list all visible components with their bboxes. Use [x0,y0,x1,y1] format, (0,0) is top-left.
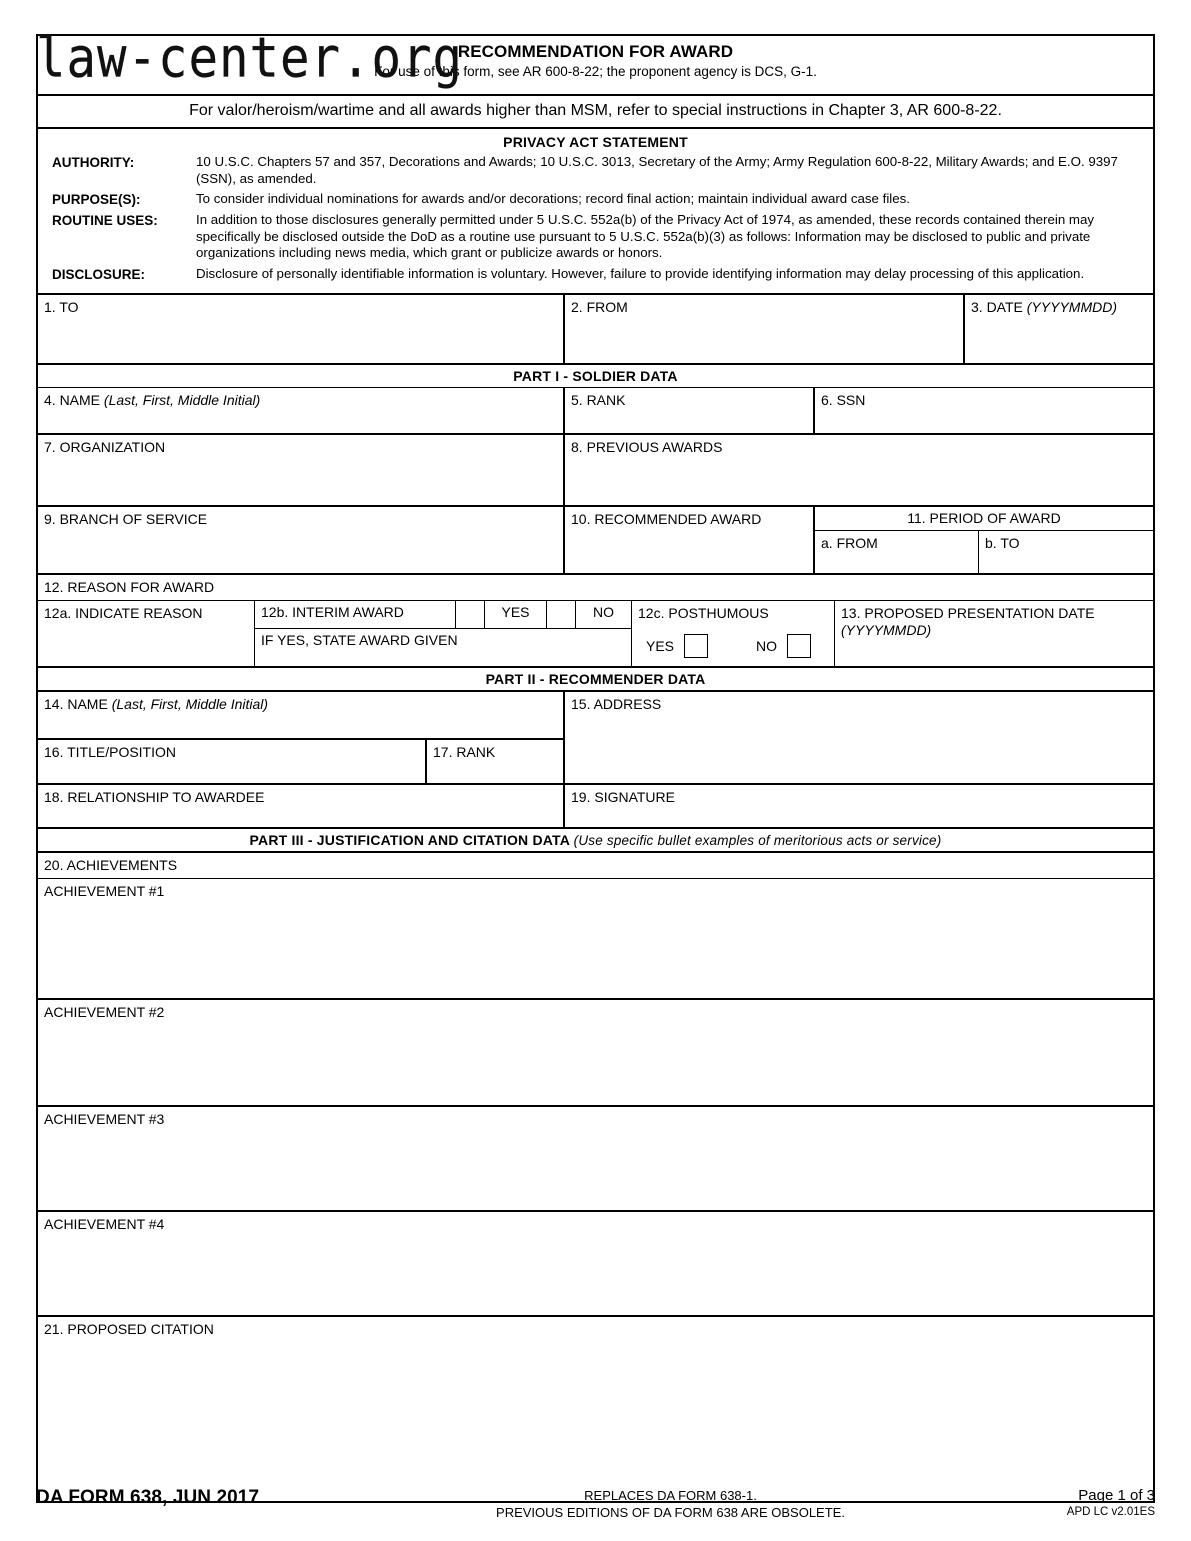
field-period-to[interactable] [978,531,1153,573]
organization-label: 7. ORGANIZATION [44,438,166,455]
part3-band-text: PART III - JUSTIFICATION AND CITATION DATA [249,831,570,848]
replaces-line-2: PREVIOUS EDITIONS OF DA FORM 638 ARE OBSOLETE. [496,1505,845,1520]
field-relationship[interactable] [38,785,563,827]
part2-title-rank-row [38,738,563,783]
achievement-3-label: ACHIEVEMENT #3 [44,1110,165,1127]
posthumous-yes-checkbox[interactable] [684,634,708,658]
field-signature[interactable] [563,785,1153,827]
field-recommender-rank[interactable] [425,740,563,783]
posthumous-group [631,601,834,666]
part2-row-lower [38,783,1153,827]
period-of-award-label: 11. PERIOD OF AWARD [907,509,1061,526]
privacy-row-purposes [38,187,1153,208]
routine-uses-label: ROUTINE USES: [52,213,158,228]
routing-row [38,293,1153,363]
field-organization[interactable] [38,435,563,505]
soldier-name-format-hint: (Last, First, Middle Initial) [103,391,261,408]
posthumous-no-checkbox[interactable] [787,634,811,658]
field-to[interactable] [38,295,563,363]
privacy-act-title: PRIVACY ACT STATEMENT [503,134,688,150]
interim-award-label: 12b. INTERIM AWARD [261,603,404,620]
soldier-rank-label: 5. RANK [571,391,626,408]
soldier-name-text: 4. NAME [44,391,101,408]
interim-award-yes-checkbox[interactable] [455,601,484,628]
title-position-label: 16. TITLE/POSITION [44,743,177,760]
field-if-yes-state-award[interactable] [255,628,631,666]
field-title-position[interactable] [38,740,425,783]
field-proposed-citation[interactable] [38,1315,1153,1501]
disclosure-text: Disclosure of personally identifiable information is voluntary. However, failure to provide identifying information may delay processing of this application. [196,265,1085,281]
achievement-1-label: ACHIEVEMENT #1 [44,882,165,899]
achievement-4-label: ACHIEVEMENT #4 [44,1215,165,1232]
part1-band: PART I - SOLDIER DATA [38,363,1153,387]
achievements-label: 20. ACHIEVEMENTS [44,856,178,873]
interim-award-yes-label: YES [501,603,530,620]
field-achievement-3[interactable] [38,1105,1153,1210]
part1-row-12 [38,600,1153,666]
part3-band-note: (Use specific bullet examples of meritorious acts or service) [573,832,942,848]
achievement-2-label: ACHIEVEMENT #2 [44,1003,165,1020]
page-number: Page 1 of 3 [1078,1487,1155,1504]
signature-label: 19. SIGNATURE [571,788,675,805]
reason-for-award-label: 12. REASON FOR AWARD [44,578,215,595]
recommender-name-format-hint: (Last, First, Middle Initial) [111,695,269,712]
period-of-award-group [813,507,1153,573]
recommender-name-text: 14. NAME [44,695,108,712]
part3-band [38,827,1153,851]
interim-award-yes-label-cell [484,601,546,628]
period-of-award-subrow [815,530,1153,573]
from-label: 2. FROM [571,298,628,315]
field-achievements-header [38,851,1153,878]
form-footer [36,1487,1155,1521]
form-use-note: For use of this form, see AR 600-8-22; the proponent agency is DCS, G-1. [374,64,817,79]
purposes-text: To consider individual nominations for awards and/or decorations; record final action; maintain individual award case files. [196,191,910,206]
field-soldier-ssn[interactable] [813,388,1153,433]
privacy-row-disclosure [38,262,1153,283]
field-address[interactable] [563,692,1153,783]
to-label: 1. TO [44,298,79,315]
field-achievement-2[interactable] [38,998,1153,1105]
date-label [965,295,1153,316]
indicate-reason-label: 12a. INDICATE REASON [44,604,203,621]
interim-award-label-cell [255,601,455,628]
part2-row-upper [38,690,1153,783]
privacy-row-authority [38,150,1153,187]
field-recommended-award[interactable] [563,507,813,573]
part1-row-organization [38,433,1153,505]
form-header [38,36,1153,94]
valor-notice: For valor/heroism/wartime and all awards higher than MSM, refer to special instructions in Chapter 3, AR 600-8-22. [38,94,1153,127]
branch-of-service-label: 9. BRANCH OF SERVICE [44,510,208,527]
field-soldier-name[interactable] [38,388,563,433]
if-yes-state-award-label: IF YES, STATE AWARD GIVEN [261,631,458,648]
privacy-row-routine-uses [38,208,1153,262]
posthumous-options [632,634,834,658]
date-label-text: 3. DATE [971,298,1023,315]
field-indicate-reason[interactable] [38,601,254,666]
part2-band: PART II - RECOMMENDER DATA [38,666,1153,690]
posthumous-yes-label: YES [646,637,675,654]
watermark-law-center: law-center.org [36,26,464,90]
posthumous-label: 12c. POSTHUMOUS [638,604,769,621]
footer-right [975,1487,1155,1521]
form-id: DA FORM 638, JUN 2017 [36,1487,260,1508]
part2-left-group [38,692,563,783]
page-title: RECOMMENDATION FOR AWARD [457,42,734,61]
purposes-label: PURPOSE(S): [52,192,141,207]
field-recommender-name[interactable] [38,692,563,738]
part1-row-branch [38,505,1153,573]
field-achievement-1[interactable] [38,878,1153,998]
proposed-presentation-date-text: 13. PROPOSED PRESENTATION DATE [841,604,1095,621]
interim-award-header [255,601,631,628]
address-label: 15. ADDRESS [571,695,662,712]
interim-award-no-label-cell [575,601,631,628]
proposed-citation-label: 21. PROPOSED CITATION [44,1320,214,1337]
recommender-name-label [38,692,563,713]
disclosure-label: DISCLOSURE: [52,266,146,282]
authority-label: AUTHORITY: [52,155,135,170]
privacy-act-section [38,127,1153,293]
period-from-label: a. FROM [821,534,878,551]
previous-awards-label: 8. PREVIOUS AWARDS [571,438,723,455]
field-achievement-4[interactable] [38,1210,1153,1315]
field-period-from[interactable] [815,531,978,573]
relationship-label: 18. RELATIONSHIP TO AWARDEE [44,788,265,805]
posthumous-no-label: NO [756,637,778,654]
part1-row-name [38,387,1153,433]
field-soldier-rank[interactable] [563,388,813,433]
field-previous-awards[interactable] [563,435,1153,505]
field-branch-of-service[interactable] [38,507,563,573]
date-format-hint: (YYYYMMDD) [1026,298,1117,315]
interim-award-group [254,601,631,666]
soldier-name-label [38,388,563,409]
recommended-award-label: 10. RECOMMENDED AWARD [571,510,762,527]
authority-text: 10 U.S.C. Chapters 57 and 357, Decorations and Awards; 10 U.S.C. 3013, Secretary of the Army; Army Regulation 600-8-22, Military Awards; and E.O. 9397 (SSN), as amended. [196,154,1118,186]
replaces-note [366,1487,975,1521]
replaces-line-1: REPLACES DA FORM 638-1. [584,1488,757,1503]
recommender-rank-label: 17. RANK [433,743,496,760]
field-from[interactable] [563,295,963,363]
field-proposed-presentation-date[interactable] [834,601,1153,666]
interim-award-no-checkbox[interactable] [546,601,575,628]
da-form-638 [36,34,1155,1503]
proposed-presentation-date-label [835,601,1153,639]
field-date[interactable] [963,295,1153,363]
field-reason-for-award[interactable] [38,573,1153,600]
period-of-award-header [815,507,1153,530]
apd-version: APD LC v2.01ES [1066,1506,1155,1518]
interim-award-no-label: NO [593,603,614,620]
period-to-label: b. TO [985,534,1020,551]
routine-uses-text: In addition to those disclosures generally permitted under 5 U.S.C. 552a(b) of the Privacy Act of 1974, as amended, these records contained therein may specifically be disclosed outside the DoD as a routine use pursuant to 5 U.S.C. 552a(b)(3) as follows: Information may be disclosed to public and private organizations including news media, which grant or publicize awards or honors. [196,212,1095,260]
proposed-presentation-date-format-hint: (YYYYMMDD) [841,621,932,638]
soldier-ssn-label: 6. SSN [821,391,866,408]
